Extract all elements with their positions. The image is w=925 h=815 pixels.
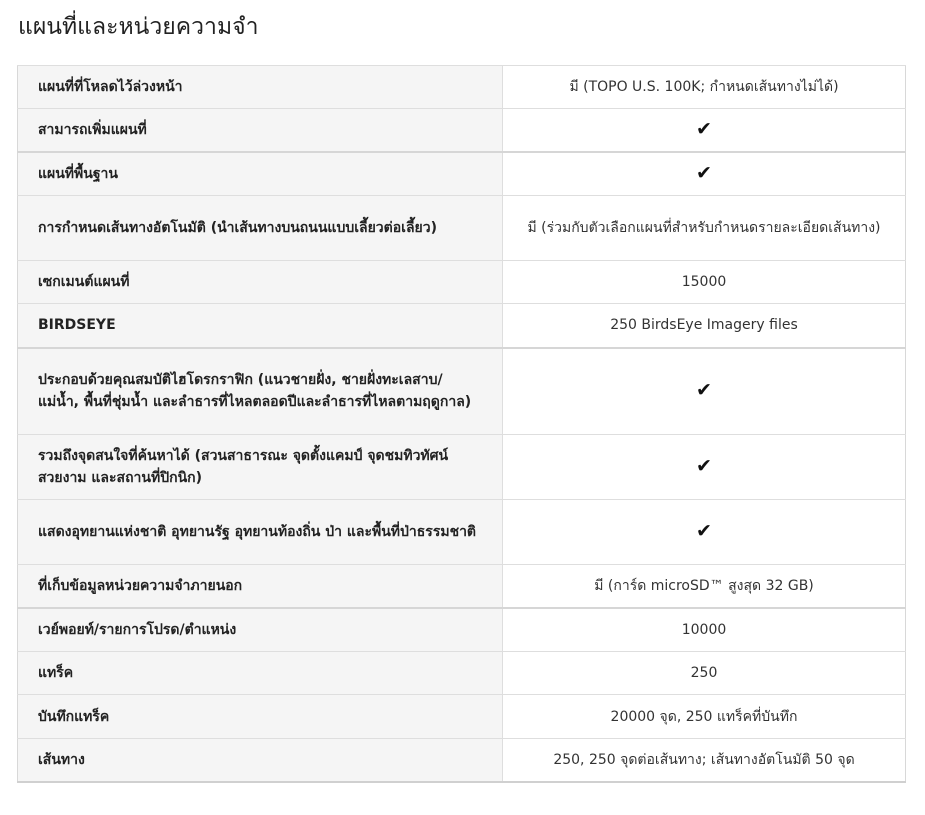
row-label: บันทึกแทร็ค bbox=[18, 695, 503, 739]
row-value: มี (การ์ด microSD™ สูงสุด 32 GB) bbox=[503, 565, 906, 608]
row-label: ที่เก็บข้อมูลหน่วยความจำภายนอก bbox=[18, 565, 503, 608]
row-label: รวมถึงจุดสนใจที่ค้นหาได้ (สวนสาธารณะ จุดตั้งแคมป์ จุดชมทิวทัศน์สวยงาม และสถานที่ปิกนิก) bbox=[18, 435, 503, 500]
table-row bbox=[18, 348, 906, 435]
checkmark-icon: ✔ bbox=[696, 455, 712, 477]
row-value: 20000 จุด, 250 แทร็คที่บันทึก bbox=[503, 695, 906, 739]
row-label: การกำหนดเส้นทางอัตโนมัติ (นำเส้นทางบนถนนแบบเลี้ยวต่อเลี้ยว) bbox=[18, 196, 503, 261]
row-value: มี (TOPO U.S. 100K; กำหนดเส้นทางไม่ได้) bbox=[503, 66, 906, 109]
table-row bbox=[18, 652, 906, 695]
row-label: แผนที่พื้นฐาน bbox=[18, 152, 503, 196]
row-value: 250, 250 จุดต่อเส้นทาง; เส้นทางอัตโนมัติ 50 จุด bbox=[503, 739, 906, 782]
table-row bbox=[18, 304, 906, 348]
row-label: เซกเมนต์แผนที่ bbox=[18, 261, 503, 304]
row-label: BIRDSEYE bbox=[18, 304, 503, 348]
checkmark-icon: ✔ bbox=[696, 117, 712, 140]
checkmark-icon: ✔ bbox=[696, 379, 712, 402]
row-value: มี (ร่วมกับตัวเลือกแผนที่สำหรับกำหนดรายละเอียดเส้นทาง) bbox=[503, 196, 906, 261]
table-row bbox=[18, 66, 906, 109]
row-value: 250 bbox=[503, 652, 906, 695]
row-label: แสดงอุทยานแห่งชาติ อุทยานรัฐ อุทยานท้องถิ่น ป่า และพื้นที่ป่าธรรมชาติ bbox=[18, 500, 503, 565]
table-row bbox=[18, 608, 906, 652]
row-label: แทร็ค bbox=[18, 652, 503, 695]
table-row bbox=[18, 435, 906, 500]
row-value: 15000 bbox=[503, 261, 906, 304]
row-value: 250 BirdsEye Imagery files bbox=[503, 304, 906, 348]
row-label: เวย์พอยท์/รายการโปรด/ตำแหน่ง bbox=[18, 608, 503, 652]
section-title: แผนที่และหน่วยความจำ bbox=[18, 14, 259, 40]
table-row bbox=[18, 565, 906, 608]
table-row bbox=[18, 109, 906, 152]
row-label: ประกอบด้วยคุณสมบัติไฮโดรกราฟิก (แนวชายฝั่ง, ชายฝั่งทะเลสาบ/แม่น้ำ, พื้นที่ชุ่มน้ำ และลำธารที่ไหลตลอดปีและลำธารที่ไหลตามฤดูกาล) bbox=[18, 348, 503, 435]
row-label: สามารถเพิ่มแผนที่ bbox=[18, 109, 503, 152]
table-row bbox=[18, 196, 906, 261]
row-value: 10000 bbox=[503, 608, 906, 652]
table-row bbox=[18, 695, 906, 739]
row-label: เส้นทาง bbox=[18, 739, 503, 782]
checkmark-icon: ✔ bbox=[696, 161, 712, 184]
specs-table bbox=[17, 65, 906, 783]
row-label: แผนที่ที่โหลดไว้ล่วงหน้า bbox=[18, 66, 503, 109]
table-row bbox=[18, 500, 906, 565]
table-row bbox=[18, 261, 906, 304]
checkmark-icon: ✔ bbox=[696, 520, 712, 542]
table-row bbox=[18, 739, 906, 782]
table-row bbox=[18, 152, 906, 196]
